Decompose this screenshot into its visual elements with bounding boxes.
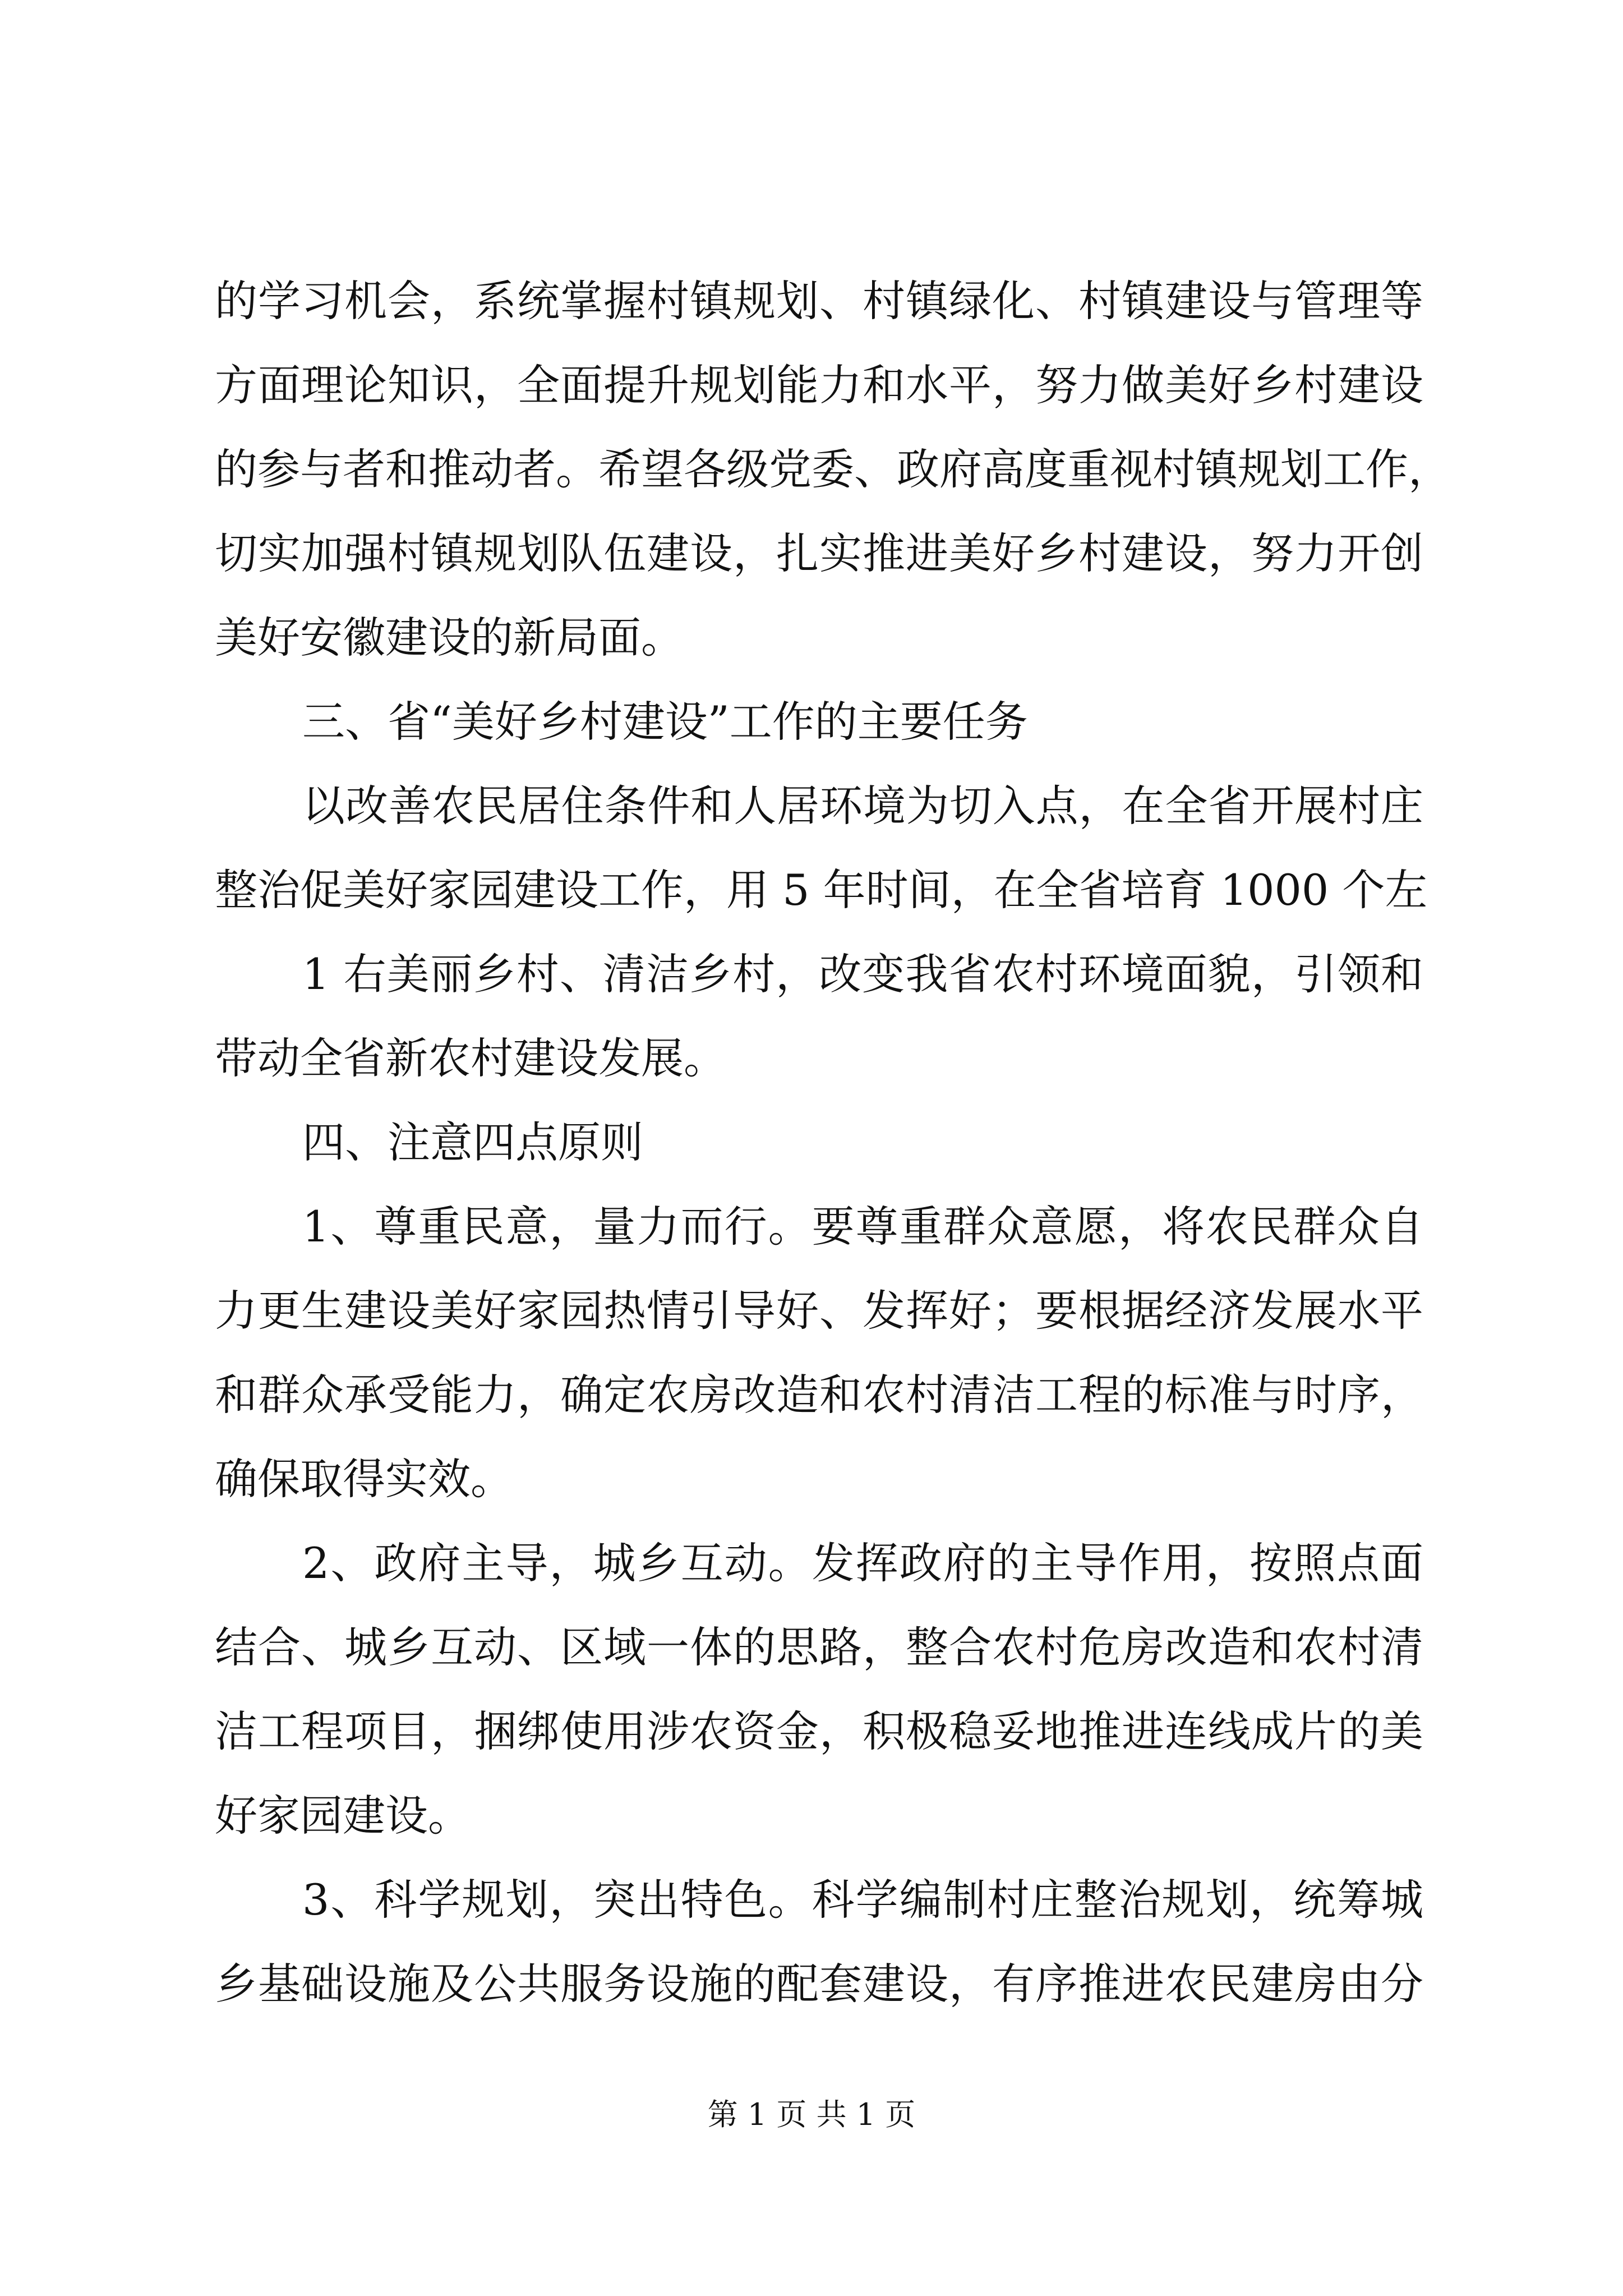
paragraph-line: 切实加强村镇规划队伍建设，扎实推进美好乡村建设，努力开创 — [215, 528, 1423, 578]
paragraph-line: 带动全省新农村建设发展。 — [215, 1033, 726, 1083]
paragraph-line: 美好安徽建设的新局面。 — [215, 613, 684, 662]
paragraph-line: 1 右美丽乡村、清洁乡村，改变我省农村环境面貌，引领和 — [302, 949, 1423, 999]
paragraph-line: 以改善农民居住条件和人居环境为切入点，在全省开展村庄 — [302, 781, 1423, 831]
section-heading-4: 四、注意四点原则 — [302, 1117, 643, 1167]
paragraph-line: 和群众承受能力，确定农房改造和农村清洁工程的标准与时序， — [215, 1370, 1423, 1420]
paragraph-line: 方面理论知识，全面提升规划能力和水平，努力做美好乡村建设 — [215, 360, 1423, 410]
paragraph-line: 确保取得实效。 — [215, 1454, 513, 1504]
paragraph-line: 2、政府主导，城乡互动。发挥政府的主导作用，按照点面 — [302, 1538, 1423, 1588]
paragraph-line: 整治促美好家园建设工作，用 5 年时间，在全省培育 1000 个左 — [215, 865, 1428, 915]
paragraph-line: 的学习机会，系统掌握村镇规划、村镇绿化、村镇建设与管理等 — [215, 276, 1423, 326]
paragraph-line: 1、尊重民意，量力而行。要尊重群众意愿，将农民群众自 — [302, 1202, 1423, 1251]
paragraph-line: 力更生建设美好家园热情引导好、发挥好；要根据经济发展水平 — [215, 1286, 1423, 1336]
paragraph-line: 好家园建设。 — [215, 1791, 471, 1841]
paragraph-line: 3、科学规划，突出特色。科学编制村庄整治规划，统筹城 — [302, 1875, 1423, 1925]
paragraph-line: 结合、城乡互动、区域一体的思路，整合农村危房改造和农村清 — [215, 1622, 1423, 1672]
paragraph-line: 乡基础设施及公共服务设施的配套建设，有序推进农民建房由分 — [215, 1959, 1423, 2009]
page-footer: 第 1 页 共 1 页 — [707, 2097, 916, 2132]
paragraph-line: 的参与者和推动者。希望各级党委、政府高度重视村镇规划工作， — [215, 444, 1451, 494]
section-heading-3: 三、省“美好乡村建设”工作的主要任务 — [302, 697, 1028, 747]
paragraph-line: 洁工程项目，捆绑使用涉农资金，积极稳妥地推进连线成片的美 — [215, 1706, 1423, 1756]
